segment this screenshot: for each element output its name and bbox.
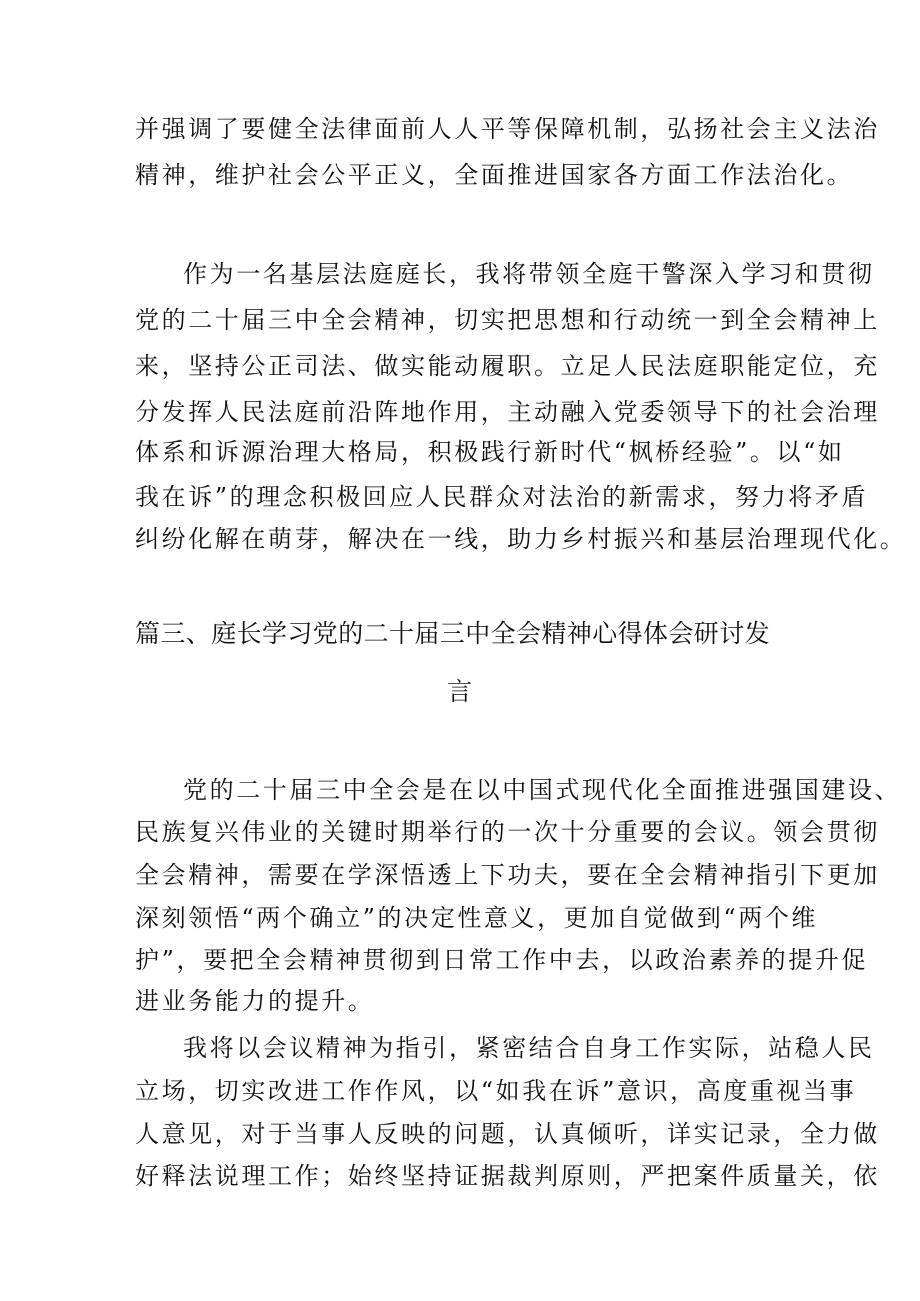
paragraph-line: 人意见，对于当事人反映的问题，认真倾听，详实记录，全力做	[135, 1120, 880, 1148]
paragraph-line: 纠纷化解在萌芽，解决在一线，助力乡村振兴和基层治理现代化。	[135, 525, 907, 553]
paragraph-line: 分发挥人民法庭前沿阵地作用，主动融入党委领导下的社会治理	[135, 398, 880, 426]
section-heading-line-2: 言	[447, 677, 473, 706]
paragraph-line: 体系和诉源治理大格局，积极践行新时代“枫桥经验”。以“如	[135, 438, 845, 466]
paragraph-line: 护”，要把全会精神贯彻到日常工作中去，以政治素养的提升促	[135, 946, 869, 974]
paragraph-line: 精神，维护社会公平正义，全面推进国家各方面工作法治化。	[135, 161, 854, 189]
paragraph-line: 党的二十届三中全会是在以中国式现代化全面推进强国建设、	[183, 776, 902, 804]
paragraph-line: 来，坚持公正司法、做实能动履职。立足人民法庭职能定位，充	[135, 352, 880, 380]
section-heading-line-1: 篇三、庭长学习党的二十届三中全会精神心得体会研讨发	[135, 619, 771, 648]
paragraph-line: 作为一名基层法庭庭长，我将带领全庭干警深入学习和贯彻	[183, 260, 875, 288]
paragraph-line: 好释法说理工作；始终坚持证据裁判原则，严把案件质量关，依	[135, 1162, 880, 1190]
paragraph-line: 深刻领悟“两个确立”的决定性意义，更加自觉做到“两个维	[135, 904, 819, 932]
paragraph-line: 我将以会议精神为指引，紧密结合自身工作实际，站稳人民	[183, 1034, 875, 1062]
paragraph-line: 立场，切实改进工作作风，以“如我在诉”意识，高度重视当事	[135, 1077, 857, 1105]
paragraph-line: 全会精神，需要在学深悟透上下功夫，要在全会精神指引下更加	[135, 861, 880, 889]
paragraph-line: 党的二十届三中全会精神，切实把思想和行动统一到全会精神上	[135, 306, 880, 334]
paragraph-line: 我在诉”的理念积极回应人民群众对法治的新需求，努力将矛盾	[135, 483, 869, 511]
paragraph-line: 民族复兴伟业的关键时期举行的一次十分重要的会议。领会贯彻	[135, 818, 880, 846]
paragraph-line: 并强调了要健全法律面前人人平等保障机制，弘扬社会主义法治	[135, 115, 880, 143]
paragraph-line: 进业务能力的提升。	[135, 987, 375, 1015]
